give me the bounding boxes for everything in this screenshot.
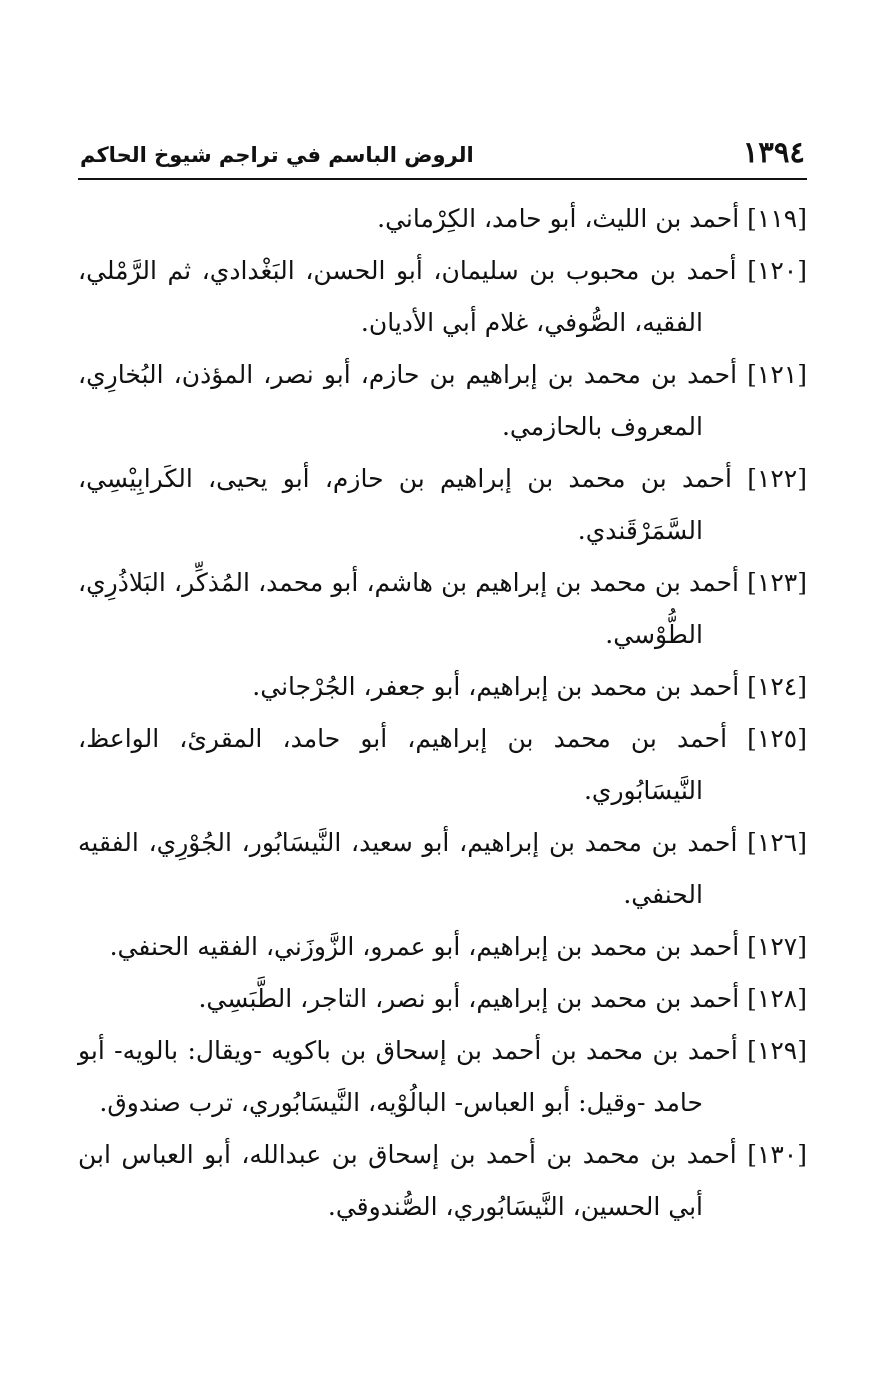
entry-text: أحمد بن محمد بن إبراهيم بن حازم، أبو يحيى، الكَرابِيْسِي، السَّمَرْقَندي. [78,464,732,545]
biography-entry [78,661,807,713]
entry-text: أحمد بن محمد بن إبراهيم، أبو جعفر، الجُرْجاني. [252,672,740,701]
biography-entry [78,817,807,921]
entry-number: [١٢٢] [747,464,808,493]
biography-entry [78,973,807,1025]
running-title: الروض الباسم في تراجم شيوخ الحاكم [80,143,474,167]
entry-text: أحمد بن محمد بن إبراهيم، أبو نصر، التاجر، الطَّبَسِي. [198,984,740,1013]
entry-text: أحمد بن محمد بن إبراهيم بن هاشم، أبو محمد، المُذكِّر، البَلاذُرِي، الطُّوْسي. [78,568,739,649]
biography-entry [78,713,807,817]
page-number: ١٣٩٤ [742,135,805,169]
biography-entry [78,453,807,557]
entry-text: أحمد بن محمد بن إبراهيم، أبو عمرو، الزَّوزَني، الفقيه الحنفي. [109,932,740,961]
biography-entry [78,1025,807,1129]
biography-list [78,193,807,1233]
entry-number: [١٢١] [747,360,807,389]
entry-number: [١٢٩] [747,1036,807,1065]
biography-entry [78,349,807,453]
biography-entry [78,1129,807,1233]
entry-number: [١٢٦] [747,828,807,857]
entry-text: أحمد بن محمد بن إبراهيم، أبو حامد، المقرئ، الواعظ، النَّيسَابُوري. [78,724,728,805]
entry-number: [١٢٥] [747,724,807,753]
entry-text: أحمد بن محمد بن أحمد بن إسحاق بن عبدالله، أبو العباس ابن أبي الحسين، النَّيسَابُوري، الصُّندوقي. [78,1140,737,1221]
entry-text: أحمد بن محمد بن إبراهيم بن حازم، أبو نصر، المؤذن، البُخارِي، المعروف بالحازمي. [78,360,738,441]
page-header [78,132,807,180]
entry-text: أحمد بن محمد بن أحمد بن إسحاق بن باكويه -ويقال: بالويه- أبو حامد -وقيل: أبو العباس- البالُوْيه، النَّيسَابُوري، ترب صندوق. [78,1036,738,1117]
biography-entry [78,557,807,661]
entry-number: [١٢٠] [747,256,808,285]
entry-number: [١٢٤] [747,672,807,701]
entry-number: [١١٩] [747,204,807,233]
biography-entry [78,193,807,245]
biography-entry [78,245,807,349]
entry-number: [١٢٨] [747,984,807,1013]
entry-number: [١٢٣] [747,568,807,597]
entry-text: أحمد بن الليث، أبو حامد، الكِرْماني. [377,204,740,233]
entry-number: [١٣٠] [747,1140,808,1169]
entry-text: أحمد بن محبوب بن سليمان، أبو الحسن، البَغْدادي، ثم الرَّمْلي، الفقيه، الصُّوفي، غلام أبي الأديان. [78,256,737,337]
entry-text: أحمد بن محمد بن إبراهيم، أبو سعيد، النَّيسَابُور، الجُوْرِي، الفقيه الحنفي. [78,828,738,909]
entry-number: [١٢٧] [747,932,807,961]
biography-entry [78,921,807,973]
